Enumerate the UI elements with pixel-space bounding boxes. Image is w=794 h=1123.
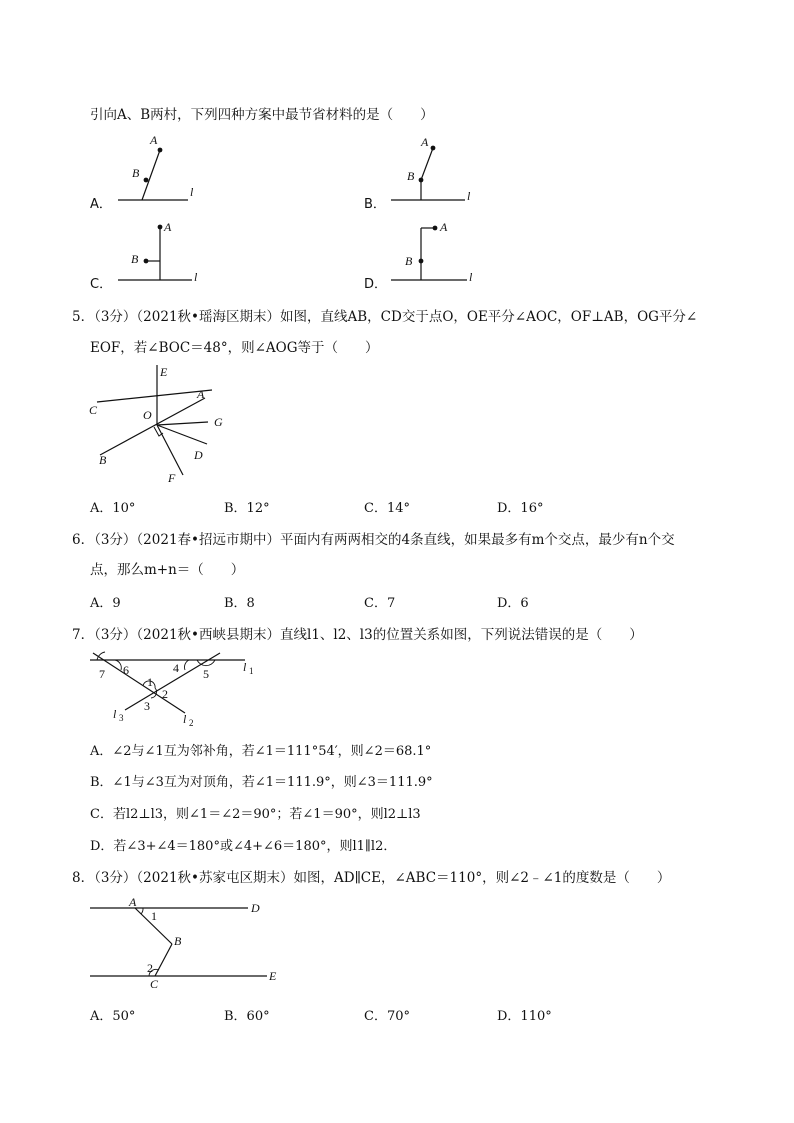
label-d: D bbox=[251, 901, 260, 915]
q6-option-c[interactable]: C．7 bbox=[364, 596, 396, 611]
label-a: A bbox=[197, 387, 205, 401]
q7-figure bbox=[85, 648, 275, 728]
label-l: l bbox=[194, 270, 198, 284]
q6-stem-line1: 6．（3分）（2021春•招远市期中）平面内有两两相交的4条直线，如果最多有m个交点，最少有n个交 bbox=[72, 532, 675, 548]
point-a bbox=[158, 148, 163, 153]
q4-option-b-letter[interactable]: B． bbox=[364, 197, 386, 212]
q8-option-d[interactable]: D．110° bbox=[497, 1009, 552, 1024]
q5-stem-line1: 5．（3分）（2021秋•瑶海区期末）如图，直线AB，CD交于点O，OE平分∠AOC，OF⊥AB，OG平分∠ bbox=[72, 309, 698, 325]
label-l: l bbox=[469, 270, 473, 284]
label-l: l bbox=[467, 189, 471, 203]
label-3: 3 bbox=[144, 699, 150, 713]
q6-option-d[interactable]: D．6 bbox=[497, 596, 529, 611]
label-c: C bbox=[89, 403, 98, 417]
q5-option-c[interactable]: C．14° bbox=[364, 501, 410, 516]
q4-option-b-figure bbox=[385, 130, 485, 210]
q4-stem-tail: 引向A、B两村，下列四种方案中最节省材料的是（ ） bbox=[90, 107, 434, 123]
q4-option-d-figure bbox=[385, 215, 485, 290]
ray-od bbox=[157, 425, 207, 444]
label-b: B bbox=[407, 169, 415, 183]
ray-of bbox=[157, 425, 183, 475]
segment-bc bbox=[155, 944, 172, 976]
label-a: A bbox=[421, 135, 429, 149]
label-b: B bbox=[131, 252, 139, 266]
label-b: B bbox=[405, 254, 413, 268]
label-l2-sub: 2 bbox=[189, 718, 194, 728]
label-a: A bbox=[150, 133, 158, 147]
point-a bbox=[158, 225, 163, 230]
q7-option-a[interactable]: A．∠2与∠1互为邻补角，若∠1＝111°54′，则∠2＝68.1° bbox=[90, 744, 432, 759]
q5-stem-line2: EOF，若∠BOC＝48°，则∠AOG等于（ ） bbox=[90, 340, 379, 356]
pipe-line bbox=[142, 150, 160, 200]
label-l3-sub: 3 bbox=[119, 713, 124, 723]
ray-og bbox=[157, 422, 208, 425]
point-a bbox=[431, 146, 436, 151]
point-b bbox=[144, 178, 149, 183]
q4-option-a-letter[interactable]: A． bbox=[90, 197, 112, 212]
label-6: 6 bbox=[123, 663, 129, 677]
q4-option-c-figure bbox=[110, 215, 210, 290]
q7-option-b[interactable]: B．∠1与∠3互为对顶角，若∠1＝111.9°，则∠3＝111.9° bbox=[90, 775, 433, 790]
label-2: 2 bbox=[162, 687, 168, 701]
q7-stem-line1: 7．（3分）（2021秋•西峡县期末）直线l1、l2、l3的位置关系如图，下列说法错误的是（ ） bbox=[72, 627, 643, 643]
label-1: 1 bbox=[147, 675, 153, 689]
q5-option-d[interactable]: D．16° bbox=[497, 501, 544, 516]
label-4: 4 bbox=[173, 661, 179, 675]
point-b bbox=[419, 178, 424, 183]
label-e: E bbox=[160, 365, 168, 379]
q6-option-a[interactable]: A．9 bbox=[90, 596, 121, 611]
q6-stem-line2: 点，那么m+n＝（ ） bbox=[90, 562, 245, 578]
label-g: G bbox=[214, 415, 223, 429]
q4-option-c-letter[interactable]: C． bbox=[90, 277, 113, 292]
q8-option-a[interactable]: A．50° bbox=[90, 1009, 136, 1024]
label-a: A bbox=[129, 895, 137, 909]
q4-option-a-figure bbox=[110, 130, 210, 210]
q8-option-c[interactable]: C．70° bbox=[364, 1009, 410, 1024]
label-c: C bbox=[150, 977, 159, 991]
arc-4 bbox=[184, 660, 189, 670]
q6-option-b[interactable]: B．8 bbox=[224, 596, 255, 611]
point-a bbox=[433, 226, 438, 231]
label-a: A bbox=[440, 220, 448, 234]
q7-option-c[interactable]: C．若l2⊥l3，则∠1＝∠2＝90°；若∠1＝90°，则l2⊥l3 bbox=[90, 807, 421, 822]
q5-option-b[interactable]: B．12° bbox=[224, 501, 270, 516]
label-l1-sub: 1 bbox=[249, 666, 254, 676]
q5-option-a[interactable]: A．10° bbox=[90, 501, 136, 516]
q8-figure bbox=[85, 890, 295, 995]
label-2: 2 bbox=[147, 961, 153, 975]
label-e: E bbox=[269, 969, 277, 983]
label-o: O bbox=[143, 408, 152, 422]
label-1: 1 bbox=[151, 909, 157, 923]
label-l: l bbox=[190, 185, 194, 199]
q5-figure bbox=[85, 360, 245, 490]
label-d: D bbox=[194, 448, 203, 462]
label-b: B bbox=[132, 166, 140, 180]
pipe-line bbox=[421, 148, 433, 180]
label-5: 5 bbox=[203, 667, 209, 681]
label-l2: l bbox=[183, 712, 187, 726]
arc-1 bbox=[141, 908, 143, 914]
label-l3: l bbox=[113, 707, 117, 721]
label-7: 7 bbox=[99, 667, 105, 681]
point-b bbox=[144, 259, 149, 264]
q8-option-b[interactable]: B．60° bbox=[224, 1009, 270, 1024]
q4-option-d-letter[interactable]: D． bbox=[364, 277, 388, 292]
label-b: B bbox=[99, 453, 107, 467]
q7-option-d[interactable]: D．若∠3+∠4＝180°或∠4+∠6＝180°，则l1∥l2． bbox=[90, 839, 397, 854]
label-l1: l bbox=[243, 660, 247, 674]
label-f: F bbox=[168, 471, 176, 485]
label-b: B bbox=[174, 934, 182, 948]
label-a: A bbox=[164, 220, 172, 234]
line-l2 bbox=[93, 653, 185, 713]
point-b bbox=[419, 259, 424, 264]
line-cd bbox=[97, 390, 212, 402]
line-ab bbox=[100, 398, 205, 455]
q8-stem-line1: 8．（3分）（2021秋•苏家屯区期末）如图，AD∥CE，∠ABC＝110°，则∠2﹣∠1的度数是（ ） bbox=[72, 870, 671, 886]
